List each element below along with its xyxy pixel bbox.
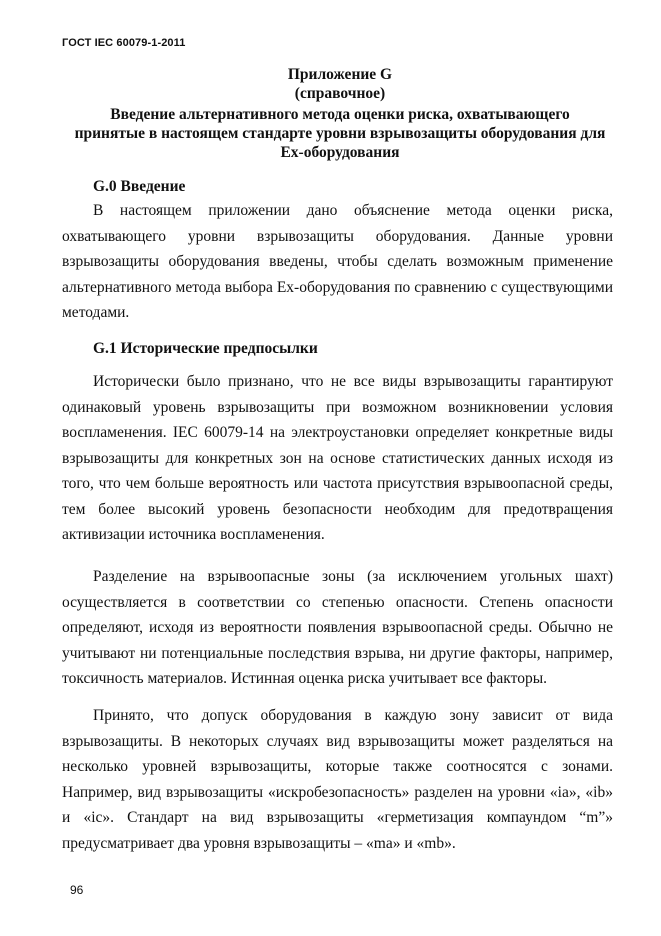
section-heading-g0: G.0 Введение bbox=[93, 178, 186, 195]
appendix-heading-line-1: Введение альтернативного метода оценки риска, охватывающего bbox=[110, 106, 570, 123]
paragraph-g1-1: Исторически было признано, что не все виды взрывозащиты гарантируют одинаковый уровень взрывозащиты при возможном возникновении условия воспламенения. IEC 60079-14 на электроустановки определяет конкретные виды взрывозащиты для конкретных зон на основе статистических данных исходя из того, что чем больше вероятность или частота присутствия взрывоопасной среды, тем более высокий уровень безопасности необходим для предотвращения активизации источника воспламенения. bbox=[62, 373, 613, 543]
appendix-heading-line-2: принятые в настоящем стандарте уровни взрывозащиты оборудования для bbox=[74, 125, 606, 142]
appendix-heading-line-3: Ex-оборудования bbox=[280, 144, 400, 161]
section-heading-g1: G.1 Исторические предпосылки bbox=[93, 340, 318, 357]
paragraph-g0-1: В настоящем приложении дано объяснение метода оценки риска, охватывающего уровни взрывозащиты оборудования. Данные уровни взрывозащиты оборудования введены, чтобы сделать возможным применение альтернативного метода выбора Ex-оборудования по сравнению с существующими методами. bbox=[62, 202, 613, 321]
standard-designation: ГОСТ IEC 60079-1-2011 bbox=[62, 37, 186, 49]
appendix-title: Приложение G bbox=[287, 66, 393, 83]
paragraph-g1-2: Разделение на взрывоопасные зоны (за исключением угольных шахт) осуществляется в соответствии со степенью опасности. Степень опасности определяют, исходя из вероятности появления взрывоопасной среды. Обычно не учитывают ни потенциальные последствия взрыва, ни другие факторы, например, токсичность материалов. Истинная оценка риска учитывает все факторы. bbox=[62, 568, 613, 687]
appendix-subtitle: (справочное) bbox=[294, 85, 386, 102]
paragraph-g1-3: Принято, что допуск оборудования в каждую зону зависит от вида взрывозащиты. В некоторых случаях вид взрывозащиты может разделяться на несколько уровней взрывозащиты, которые также соотносятся с зонами. Например, вид взрывозащиты «искробезопасность» разделен на уровни «ia», «ib» и «ic». Стандарт на вид взрывозащиты «герметизация компаундом “m”» предусматривает два уровня взрывозащиты – «ma» и «mb». bbox=[62, 707, 613, 852]
page-number: 96 bbox=[70, 883, 84, 897]
